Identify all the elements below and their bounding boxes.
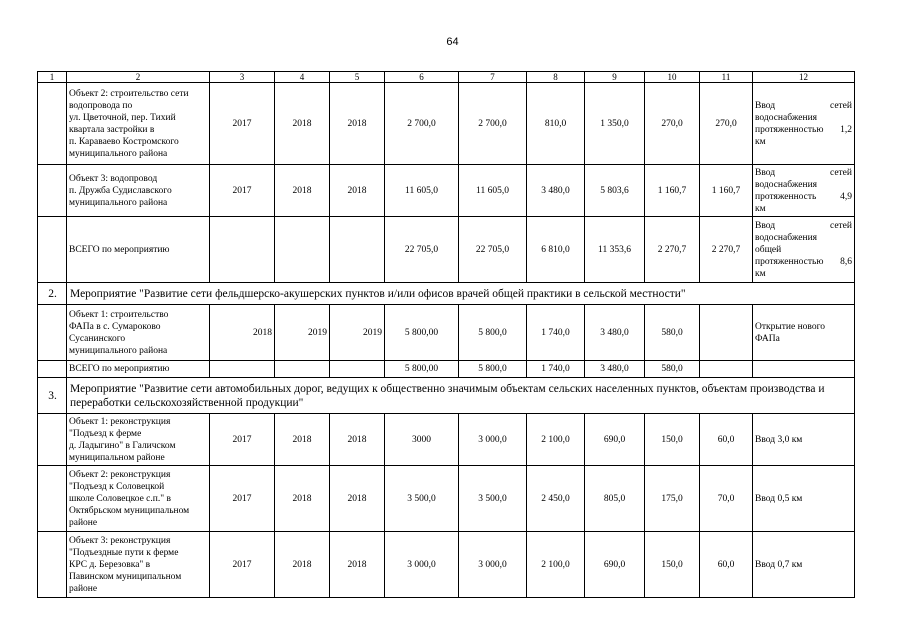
funding-regional: 690,0 — [585, 532, 645, 598]
funding-federal: 2 450,0 — [527, 466, 585, 532]
table-row — [38, 532, 855, 598]
funding-other: 70,0 — [700, 466, 753, 532]
table-row — [38, 414, 855, 466]
start-year: 2017 — [210, 466, 275, 532]
end-year: 2018 — [275, 466, 330, 532]
section-title: Мероприятие "Развитие сети автомобильных дорог, ведущих к общественно значимым объектам сельских населенных пунктов, объектам производства и переработки сельскохозяйственной продукции" — [67, 378, 855, 414]
result: Ввод сетей водоснабжения общей протяженностью 8,6 км — [753, 217, 855, 283]
funding-local: 1 160,7 — [645, 165, 700, 217]
col-header-3: 3 — [210, 72, 275, 83]
table-row — [38, 466, 855, 532]
end-year: 2019 — [275, 305, 330, 361]
result: Открытие нового ФАПа — [753, 305, 855, 361]
funding-federal: 2 100,0 — [527, 532, 585, 598]
program-table — [37, 71, 855, 598]
col-header-8: 8 — [527, 72, 585, 83]
object-name: Объект 2: строительство сети водопровода по ул. Цветочной, пер. Тихий квартала застройки в п. Караваево Костромского муниципального района — [67, 83, 210, 165]
col-header-1: 1 — [38, 72, 67, 83]
funding-total: 5 800,0 — [459, 305, 527, 361]
funding-other: 60,0 — [700, 414, 753, 466]
col-header-6: 6 — [385, 72, 459, 83]
funding-local: 2 270,7 — [645, 217, 700, 283]
commission-year: 2019 — [330, 305, 385, 361]
funding-federal: 810,0 — [527, 83, 585, 165]
result: Ввод 3,0 км — [753, 414, 855, 466]
funding-total: 2 700,0 — [459, 83, 527, 165]
funding-regional: 3 480,0 — [585, 361, 645, 378]
funding-total: 22 705,0 — [459, 217, 527, 283]
funding-federal: 1 740,0 — [527, 361, 585, 378]
funding-other: 270,0 — [700, 83, 753, 165]
end-year: 2018 — [275, 532, 330, 598]
section-row — [38, 378, 855, 414]
result: Ввод 0,5 км — [753, 466, 855, 532]
total-label: ВСЕГО по мероприятию — [67, 217, 210, 283]
funding-local: 580,0 — [645, 305, 700, 361]
start-year: 2017 — [210, 83, 275, 165]
object-name: Объект 1: строительство ФАПа в с. Сумароково Сусанинского муниципального района — [67, 305, 210, 361]
object-name: Объект 1: реконструкция "Подъезд к ферме д. Ладыгино" в Галичском муниципальном районе — [67, 414, 210, 466]
funding-local: 270,0 — [645, 83, 700, 165]
funding-local: 150,0 — [645, 414, 700, 466]
section-number: 3. — [38, 378, 67, 414]
result: Ввод 0,7 км — [753, 532, 855, 598]
funding-regional: 3 480,0 — [585, 305, 645, 361]
funding-total: 5 800,0 — [459, 361, 527, 378]
col-header-4: 4 — [275, 72, 330, 83]
end-year: 2018 — [275, 83, 330, 165]
cost-total: 3 500,0 — [385, 466, 459, 532]
table-row — [38, 165, 855, 217]
table-row-total — [38, 217, 855, 283]
object-name: Объект 3: водопровод п. Дружба Судиславского муниципального района — [67, 165, 210, 217]
cost-total: 11 605,0 — [385, 165, 459, 217]
table-row-total — [38, 361, 855, 378]
result: Ввод сетей водоснабжения протяженностью 1,2 км — [753, 83, 855, 165]
funding-local: 175,0 — [645, 466, 700, 532]
start-year: 2018 — [210, 305, 275, 361]
funding-regional: 11 353,6 — [585, 217, 645, 283]
commission-year: 2018 — [330, 165, 385, 217]
start-year: 2017 — [210, 532, 275, 598]
object-name: Объект 3: реконструкция "Подъездные пути к ферме КРС д. Березовка" в Павинском муниципальном районе — [67, 532, 210, 598]
funding-federal: 6 810,0 — [527, 217, 585, 283]
section-title: Мероприятие "Развитие сети фельдшерско-акушерских пунктов и/или офисов врачей общей практики в сельской местности" — [67, 283, 855, 305]
funding-local: 580,0 — [645, 361, 700, 378]
funding-federal: 2 100,0 — [527, 414, 585, 466]
section-number: 2. — [38, 283, 67, 305]
commission-year: 2018 — [330, 83, 385, 165]
column-number-header — [38, 72, 855, 83]
table-row — [38, 305, 855, 361]
cost-total: 2 700,0 — [385, 83, 459, 165]
funding-regional: 690,0 — [585, 414, 645, 466]
table-row — [38, 83, 855, 165]
end-year: 2018 — [275, 165, 330, 217]
funding-federal: 1 740,0 — [527, 305, 585, 361]
funding-total: 3 000,0 — [459, 532, 527, 598]
funding-total: 11 605,0 — [459, 165, 527, 217]
funding-local: 150,0 — [645, 532, 700, 598]
funding-regional: 1 350,0 — [585, 83, 645, 165]
funding-federal: 3 480,0 — [527, 165, 585, 217]
end-year: 2018 — [275, 414, 330, 466]
cost-total: 3 000,0 — [385, 532, 459, 598]
commission-year: 2018 — [330, 414, 385, 466]
cost-total: 3000 — [385, 414, 459, 466]
cost-total: 5 800,00 — [385, 305, 459, 361]
col-header-11: 11 — [700, 72, 753, 83]
funding-total: 3 500,0 — [459, 466, 527, 532]
funding-other: 2 270,7 — [700, 217, 753, 283]
col-header-2: 2 — [67, 72, 210, 83]
col-header-7: 7 — [459, 72, 527, 83]
funding-regional: 805,0 — [585, 466, 645, 532]
start-year: 2017 — [210, 414, 275, 466]
section-row — [38, 283, 855, 305]
commission-year: 2018 — [330, 532, 385, 598]
funding-other — [700, 305, 753, 361]
funding-regional: 5 803,6 — [585, 165, 645, 217]
result: Ввод сетей водоснабжения протяженность 4,9 км — [753, 165, 855, 217]
col-header-12: 12 — [753, 72, 855, 83]
funding-total: 3 000,0 — [459, 414, 527, 466]
col-header-9: 9 — [585, 72, 645, 83]
start-year: 2017 — [210, 165, 275, 217]
object-name: Объект 2: реконструкция "Подъезд к Соловецкой школе Соловецкое с.п." в Октябрьском муниципальном районе — [67, 466, 210, 532]
commission-year: 2018 — [330, 466, 385, 532]
col-header-5: 5 — [330, 72, 385, 83]
funding-other: 1 160,7 — [700, 165, 753, 217]
cost-total: 22 705,0 — [385, 217, 459, 283]
cost-total: 5 800,00 — [385, 361, 459, 378]
funding-other: 60,0 — [700, 532, 753, 598]
col-header-10: 10 — [645, 72, 700, 83]
page-number: 64 — [446, 36, 459, 48]
total-label: ВСЕГО по мероприятию — [67, 361, 210, 378]
